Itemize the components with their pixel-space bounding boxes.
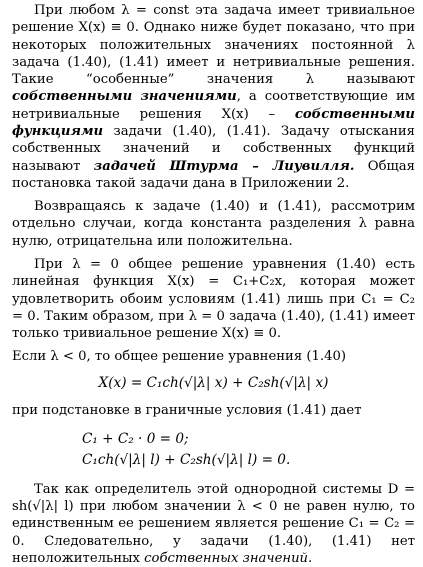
text-run: Общая постановка такой задачи дана в Приложении 2. bbox=[12, 158, 415, 191]
paragraph-eigenvalues-intro bbox=[12, 2, 415, 192]
text-run: , а соответствующие им нетривиальные решения X(x) – bbox=[12, 89, 415, 122]
text-run: задачи (1.40), (1.41). Задачу отыскания собственных значений и собственных функций называют bbox=[12, 123, 415, 174]
text-run: Так как определитель этой однородной системы D = sh(√|λ| l) при любом значении λ < 0 не равен нулю, то единственным ее решением является решение C₁ = C₂ = 0. Следовательно, у задачи (1.40), (1.41) нет неположительных bbox=[12, 481, 415, 566]
equation-general-solution: X(x) = C₁ch(√|λ| x) + C₂sh(√|λ| x) bbox=[98, 374, 329, 391]
paragraph-determinant bbox=[12, 481, 415, 567]
paragraph-lambda-negative: Если λ < 0, то общее решение уравнения (1.40) bbox=[12, 349, 347, 365]
paragraph-lambda-zero: При λ = 0 общее решение уравнения (1.40) есть линейная функция X(x) = C₁+C₂x, которая может удовлетворить обоим условиям (1.41) лишь при C₁ = C₂ = 0. Таким образом, при λ = 0 задача (1.40), (1.41) имеет только тривиальное решение X(x) ≡ 0. bbox=[12, 256, 415, 342]
equation-system bbox=[82, 429, 415, 471]
term-eigenfunctions: собственными функциями bbox=[12, 106, 415, 139]
term-eigenvalues-italic: собственных значений. bbox=[144, 550, 313, 566]
equation-line: C₁ + C₂ · 0 = 0; bbox=[82, 430, 189, 447]
paragraph-cases: Возвращаясь к задаче (1.40) и (1.41), рассмотрим отдельно случаи, когда константа разделения λ равна нулю, отрицательна или положительна. bbox=[12, 199, 415, 249]
text-run: При любом λ = const эта задача имеет тривиальное решение X(x) ≡ 0. Однако ниже будет показано, что при некоторых положительных значениях постоянной λ задача (1.40), (1.41) имеет и нетривиальные решения. Такие “особенные” значения λ называют bbox=[12, 3, 415, 88]
equation-line: C₁ch(√|λ| l) + C₂sh(√|λ| l) = 0. bbox=[82, 451, 291, 468]
paragraph-substitution: при подстановке в граничные условия (1.41) дает bbox=[12, 403, 362, 419]
term-eigenvalues: собственными значениями bbox=[12, 89, 237, 105]
term-sturm-liouville: задачей Штурма – Лиувилля. bbox=[93, 158, 355, 174]
